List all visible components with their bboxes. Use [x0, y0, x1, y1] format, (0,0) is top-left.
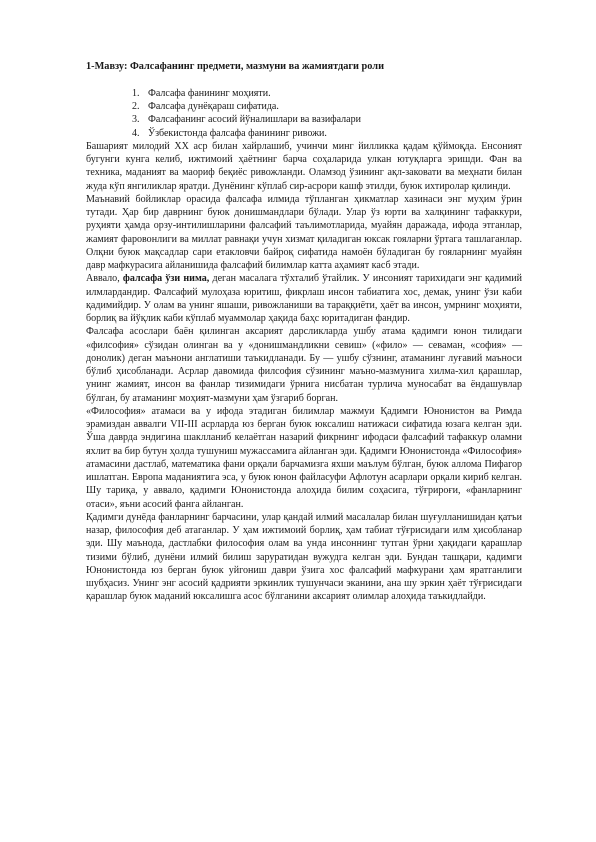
- list-item: [132, 127, 522, 140]
- list-item: [132, 100, 522, 113]
- list-item-text: Ўзбекистонда фалсафа фанининг ривожи.: [148, 127, 327, 139]
- paragraph-ancient-world: Қадимги дунёда фанларнинг барчасини, улар қандай илмий масалалар билан шуғулланишидан қатъи назар, философия деб атаганлар. У ҳам ижтимоий борлиқ, ҳам табиат тўғрисидаги илм ҳисобланар эди. Шу маънода, дастлабки философия олам ва унда инсоннинг тутган ўрни ҳақидаги қарашлар тизими бўлиб, дунёни илмий билиш заруратидан вужудга келган эди. Бундан ташқари, қадимги Юнонистонда юз берган буюк уйгониш даври ўзига хос фалсафий мафкурани ҳам яратганлиги шубҳасиз. Унинг энг асосий қадрияти эркинлик тушунчаси эканини, ана шу эркин ҳаёт тўғрисидаги қарашлар буюк маданий юксалишга асос бўлганини аксарият олимлар алоҳида таъкидлайди.: [86, 511, 522, 603]
- list-item-number: 2.: [132, 101, 140, 113]
- list-item: [132, 113, 522, 126]
- paragraph-what-is-philosophy: [86, 272, 522, 325]
- paragraph-ancient-greece: «Философия» атамаси ва у ифода этадиган билимлар мажмуи Қадимги Юнонистон ва Римда эрамиздан аввалги VII-III асрларда юз берган буюк юксалиш натижаси сифатида юзага келган эди. Ўша даврда эндигина шаклланиб келаётган назарий фикрнинг ифодаси фалсафий тафаккур оламни яхлит ва бир бутун ҳолда тушуниш мужассамига айланган эди. Қадимги Юнонистонда «Философия» атамасини дастлаб, математика фани орқали барчамизга яхши маълум бўлган, буюк аллома Пифагор ишлатган. Европа маданиятига эса, у буюк юнон файласуфи Афлотун асарлари орқали кириб келган. Шу тариқа, у аввало, қадимги Юнонистонда алоҳида билим соҳасига, тўғрироғи, «фанларнинг отаси», яъни асосий фанга айланган.: [86, 405, 522, 510]
- list-item-number: 1.: [132, 88, 140, 99]
- document-body: [86, 60, 522, 604]
- list-item-text: Фалсафанинг асосий йўналишлари ва вазифалари: [148, 114, 361, 126]
- list-item-number: 3.: [132, 114, 140, 126]
- list-item: [132, 87, 522, 100]
- list-item-number: 4.: [132, 127, 140, 139]
- paragraph-etymology: Фалсафа асослари баён қилинган аксарият дарсликларда ушбу атама қадимги юнон тилидаги «филсофия» сўзидан олинган ва у «донишмандликни севиш» («филo» — севаман, «софия» — донолик) деган маънони англатиши таъкидланади. Бу — ушбу сўзнинг, атаманинг луғавий маъноси бўлиб ҳисобланади. Асрлар давомида филсофия сўзининг маъно-мазмунига хилма-хил қарашлар, унинг жамият, инсон ва фанлар тизимидаги ўрнига нисбатан турлича муносабат ва ёндашувлар бўлган, бу атаманинг моҳият-мазмуни ҳам ўзгариб борган.: [86, 326, 522, 404]
- paragraph-text: Аввало,: [86, 273, 123, 285]
- topic-list: [86, 87, 522, 140]
- paragraph-emphasis: фалсафа ўзи нима,: [122, 273, 210, 285]
- paragraph-spiritual-wealth: Маънавий бойликлар орасида фалсафа илмида тўпланган ҳикматлар хазинаси энг муҳим ўрин тутади. Ҳар бир даврнинг буюк донишмандлари бўлади. Улар ўз юрти ва халқининг тафаккури, руҳияти ҳамда орзу-интилишларини фалсафий таълимотларида, муайян даражада, ифода этганлар, жамият фаровонлиги ва миллат равнақи учун хизмат қиладиган юксак гояларни ўртага ташлаганлар. Олқни буюк мақсадлар сари етакловчи байроқ сифатида намоён бўладиган бу гояларнинг муайян давр мафкурасига айланишида фалсафий билимлар катта аҳамият касб этади.: [86, 193, 522, 272]
- paragraph-text: деган масалага тўхталиб ўтайлик. У инсоният тарихидаги энг қадимий илмлардандир. Фалсафий мулоҳаза юритиш, фикрлаш инсон табиатига хос, демак, унинг ўзи каби қадимийдир. У олам ва унинг яшаши, ривожланиши ва тараққиёти, ҳаёт ва инсон, умрнинг моҳияти, борлиқ ва йўқлик каби кўплаб муаммолар ҳақида баҳс юритадиган фандир.: [86, 273, 522, 325]
- paragraph-intro: Башарият милодий XX аср билан хайрлашиб, учинчи минг йилликка қадам қўймоқда. Енсоният бугунги кунга келиб, ижтимоий ҳаётнинг барча соҳаларида улкан ютуқларга эришди. Фан ва техника, маданият ва маориф беқиёс ривожланди. Оламзод ўзининг ақл-заковати ва меҳнати билан жуда кўп янгиликлар яратди. Дунёнинг кўплаб сир-асрори кашф этилди, буюк ихтиролар қилинди.: [86, 140, 522, 192]
- page-title: 1-Мавзу: Фалсафанинг предмети, мазмуни ва жамиятдаги роли: [86, 61, 385, 72]
- list-item-text: Фалсафа фанининг моҳияти.: [148, 88, 271, 99]
- list-item-text: Фалсафа дунёқараш сифатида.: [148, 101, 279, 113]
